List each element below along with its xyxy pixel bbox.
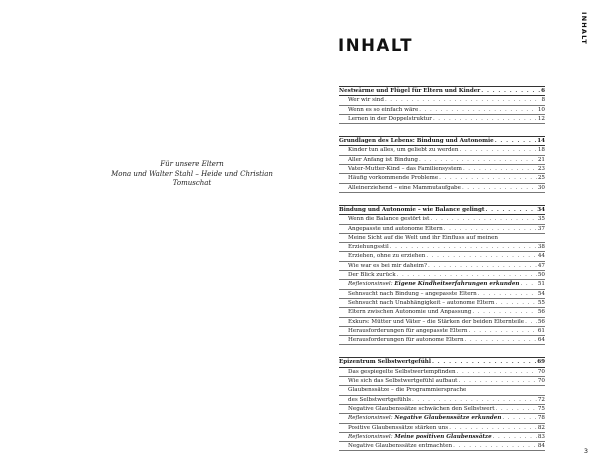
toc-entry-page: 47 — [537, 262, 545, 269]
toc-entry-title — [348, 433, 492, 441]
toc-entry-title: des Selbstwertgefühls — [348, 396, 412, 403]
toc-entry-row[interactable] — [339, 184, 545, 193]
toc-entry-title — [348, 414, 501, 422]
toc-leader-dots — [390, 243, 537, 251]
toc-leader-dots — [458, 377, 536, 385]
toc-leader-dots — [468, 327, 536, 335]
toc-entry-page: 54 — [537, 290, 545, 297]
toc-entry-page: 12 — [537, 115, 545, 122]
toc-entry-row[interactable] — [339, 280, 545, 289]
toc-leader-dots — [520, 280, 536, 288]
toc-entry-row[interactable] — [339, 115, 545, 124]
toc-entry-title: Alleinerziehend – eine Mammutaufgabe — [348, 184, 461, 191]
toc-chapter-row[interactable] — [339, 358, 545, 367]
dedication-line-2: Mona und Walter Stahl – Heide und Christian Tomuschat — [111, 169, 273, 187]
toc-leader-dots — [525, 318, 537, 326]
toc-entry-title: Glaubenssätze – die Programmiersprache — [348, 387, 467, 394]
toc-entry-page: 10 — [537, 106, 545, 113]
toc-entry-row[interactable] — [339, 215, 545, 224]
toc-entry-row[interactable] — [339, 165, 545, 174]
dedication-line-1: Für unsere Eltern — [160, 160, 224, 168]
toc-entry-title: Vater-Mutter-Kind – das Familiensystem — [348, 166, 462, 173]
toc-leader-dots — [496, 405, 537, 413]
toc-chapter-title: Bindung und Autonomie – wie Balance gelingt — [339, 206, 485, 213]
toc-leader-dots — [412, 396, 537, 404]
toc-entry-row[interactable] — [339, 442, 545, 451]
toc-leader-dots — [493, 433, 537, 441]
toc-entry-page: 61 — [537, 327, 545, 334]
toc-chapter-title: Epizentrum Selbstwertgefühl — [339, 359, 431, 366]
toc-chapter-page: 14 — [537, 138, 545, 145]
toc-entry-row[interactable] — [339, 96, 545, 105]
toc-entry-title: Erziehen, ohne zu erziehen — [348, 253, 426, 260]
toc-section — [339, 205, 545, 345]
toc-entry-page: 56 — [537, 309, 545, 316]
toc-chapter-title: Grundlagen des Lebens: Bindung und Autonomie — [339, 138, 494, 145]
toc-entry-title: Sehnsucht nach Unabhängigkeit – autonome Eltern — [348, 299, 495, 306]
toc-entry-title: Das gespiegelte Selbstwertempfinden — [348, 368, 456, 375]
toc-leader-dots — [459, 146, 536, 154]
toc-leader-dots — [472, 308, 537, 316]
toc-entry-row[interactable] — [339, 336, 545, 345]
toc-entry-title: Der Blick zurück — [348, 272, 396, 279]
toc-entry-page: 50 — [537, 272, 545, 279]
toc-entry-page: 84 — [537, 443, 545, 450]
toc-entry-row[interactable] — [339, 174, 545, 183]
reflexionsinsel-title: Eigene Kindheitserfahrungen erkunden — [394, 281, 520, 288]
toc-entry-title: Wie sich das Selbstwertgefühl aufbaut — [348, 378, 458, 385]
toc-entry-page: 70 — [537, 378, 545, 385]
toc-entry-row[interactable] — [339, 414, 545, 423]
toc-entry-row[interactable] — [339, 299, 545, 308]
toc-entry-title: Positive Glaubenssätze stärken uns — [348, 424, 449, 431]
toc-entry-row[interactable] — [339, 377, 545, 386]
toc-section — [339, 86, 545, 124]
toc-entry-page: 51 — [537, 281, 545, 288]
reflexionsinsel-title: Meine positiven Glaubenssätze — [394, 433, 492, 440]
toc-entry-title: Negative Glaubenssätze entmachten — [348, 443, 453, 450]
toc-entry-title: Kinder tun alles, um geliebt zu werden — [348, 147, 459, 154]
toc-entry-row[interactable] — [339, 327, 545, 336]
toc-entry-row[interactable] — [339, 271, 545, 280]
toc-entry-page: 37 — [537, 225, 545, 232]
toc-entry-title — [348, 280, 519, 288]
toc-entry-row[interactable] — [339, 318, 545, 327]
toc-entry-row[interactable] — [339, 396, 545, 405]
toc-entry-page: 38 — [537, 244, 545, 251]
reflexionsinsel-title: Negative Glaubenssätze erkunden — [394, 415, 502, 422]
toc-leader-dots — [432, 358, 536, 366]
toc-entry-row[interactable] — [339, 146, 545, 155]
toc-entry-title: Negative Glaubenssätze schwächen den Selbstwert — [348, 405, 495, 412]
toc-entry-page: 72 — [537, 396, 545, 403]
toc-leader-dots — [453, 442, 537, 450]
toc-entry-row[interactable] — [339, 433, 545, 442]
toc-chapter-row[interactable] — [339, 87, 545, 96]
toc-entry-page: 75 — [537, 405, 545, 412]
toc-entry-title: Häufig vorkommende Probleme — [348, 175, 439, 182]
toc-entry-row[interactable] — [339, 405, 545, 414]
toc-chapter-page: 34 — [537, 206, 545, 213]
toc-leader-dots — [433, 115, 537, 123]
toc-leader-dots — [426, 252, 536, 260]
toc-entry-title: Meine Sicht auf die Welt und ihr Einfluss auf meinen — [348, 234, 499, 241]
toc-entry-page: 25 — [537, 175, 545, 182]
toc-entry-title: Erziehungsstil — [348, 244, 389, 251]
toc-leader-dots — [502, 414, 536, 422]
toc-entry-row[interactable] — [339, 225, 545, 234]
toc-entry-page: 55 — [537, 299, 545, 306]
reflexionsinsel-prefix: Reflexionsinsel: — [348, 433, 395, 440]
toc-entry-page: 82 — [537, 424, 545, 431]
toc-entry-row[interactable] — [339, 243, 545, 252]
toc-entry-title: Sehnsucht nach Bindung – angepasste Eltern — [348, 290, 477, 297]
toc-entry-title: Eltern zwischen Autonomie und Anpassung — [348, 309, 472, 316]
toc-entry-title: Herausforderungen für angepasste Eltern — [348, 327, 468, 334]
toc-entry-page: 64 — [537, 337, 545, 344]
toc-entry-row[interactable] — [339, 106, 545, 115]
toc-entry-row[interactable] — [339, 424, 545, 433]
toc-section — [339, 136, 545, 193]
toc-leader-dots — [419, 156, 537, 164]
toc-entry-title: Aller Anfang ist Bindung — [348, 156, 418, 163]
toc-entry-title: Lernen in der Doppelstruktur — [348, 115, 432, 122]
toc-entry-page: 56 — [537, 318, 545, 325]
toc-entry-row[interactable] — [339, 308, 545, 317]
toc-chapter-title: Nestwärme und Flügel für Eltern und Kinder — [339, 88, 481, 94]
toc-entry-title: Wer wir sind — [348, 97, 384, 104]
toc-entry-title: Wie war es bei mir daheim? — [348, 262, 427, 269]
reflexionsinsel-prefix: Reflexionsinsel: — [348, 415, 395, 422]
toc-chapter-page: 69 — [537, 359, 545, 366]
toc-entry-title: Wenn es so einfach wäre — [348, 106, 419, 113]
table-of-contents — [339, 86, 545, 463]
toc-entry-page: 35 — [537, 216, 545, 223]
toc-entry-title: Exkurs: Mütter und Väter – die Stärken der beiden Elternteile — [348, 318, 525, 325]
toc-entry-page: 70 — [537, 368, 545, 375]
dedication — [92, 160, 292, 189]
toc-entry-row[interactable] — [339, 368, 545, 377]
toc-entry-title: Wenn die Balance gestört ist — [348, 216, 430, 223]
toc-leader-dots — [397, 271, 537, 279]
toc-entry-page: 78 — [537, 415, 545, 422]
toc-leader-dots — [419, 106, 537, 114]
toc-entry-page: 21 — [537, 156, 545, 163]
toc-entry-row[interactable] — [339, 252, 545, 261]
toc-entry-page: 18 — [537, 147, 545, 154]
toc-leader-dots — [439, 174, 537, 182]
page-number: 3 — [583, 447, 588, 455]
toc-entry-row[interactable] — [339, 290, 545, 299]
toc-entry-row[interactable] — [339, 386, 545, 395]
toc-leader-dots — [465, 336, 537, 344]
toc-entry-row[interactable] — [339, 234, 545, 243]
toc-entry-page: 23 — [537, 166, 545, 173]
page-title: INHALT — [338, 36, 414, 55]
toc-leader-dots — [478, 290, 537, 298]
toc-chapter-row[interactable] — [339, 137, 545, 146]
toc-leader-dots — [463, 165, 537, 173]
toc-entry-page: 83 — [537, 433, 545, 440]
toc-leader-dots — [385, 96, 541, 104]
toc-entry-page: 8 — [541, 97, 545, 104]
toc-leader-dots — [449, 424, 537, 432]
toc-entry-row[interactable] — [339, 262, 545, 271]
toc-leader-dots — [485, 206, 536, 214]
toc-entry-page: 44 — [537, 253, 545, 260]
toc-entry-title: Angepasste und autonome Eltern — [348, 225, 443, 232]
toc-leader-dots — [495, 137, 537, 145]
toc-leader-dots — [462, 184, 537, 192]
toc-leader-dots — [444, 225, 537, 233]
reflexionsinsel-prefix: Reflexionsinsel: — [348, 281, 395, 288]
toc-leader-dots — [457, 368, 537, 376]
toc-leader-dots — [430, 215, 536, 223]
toc-leader-dots — [495, 299, 536, 307]
toc-chapter-row[interactable] — [339, 206, 545, 215]
toc-entry-title: Herausforderungen für autonome Eltern — [348, 337, 464, 344]
toc-section — [339, 357, 545, 451]
toc-entry-row[interactable] — [339, 156, 545, 165]
toc-leader-dots — [481, 87, 540, 95]
side-tab-label: INHALT — [580, 12, 588, 46]
toc-leader-dots — [428, 262, 537, 270]
toc-chapter-page: 6 — [541, 88, 545, 94]
toc-entry-page: 30 — [537, 184, 545, 191]
